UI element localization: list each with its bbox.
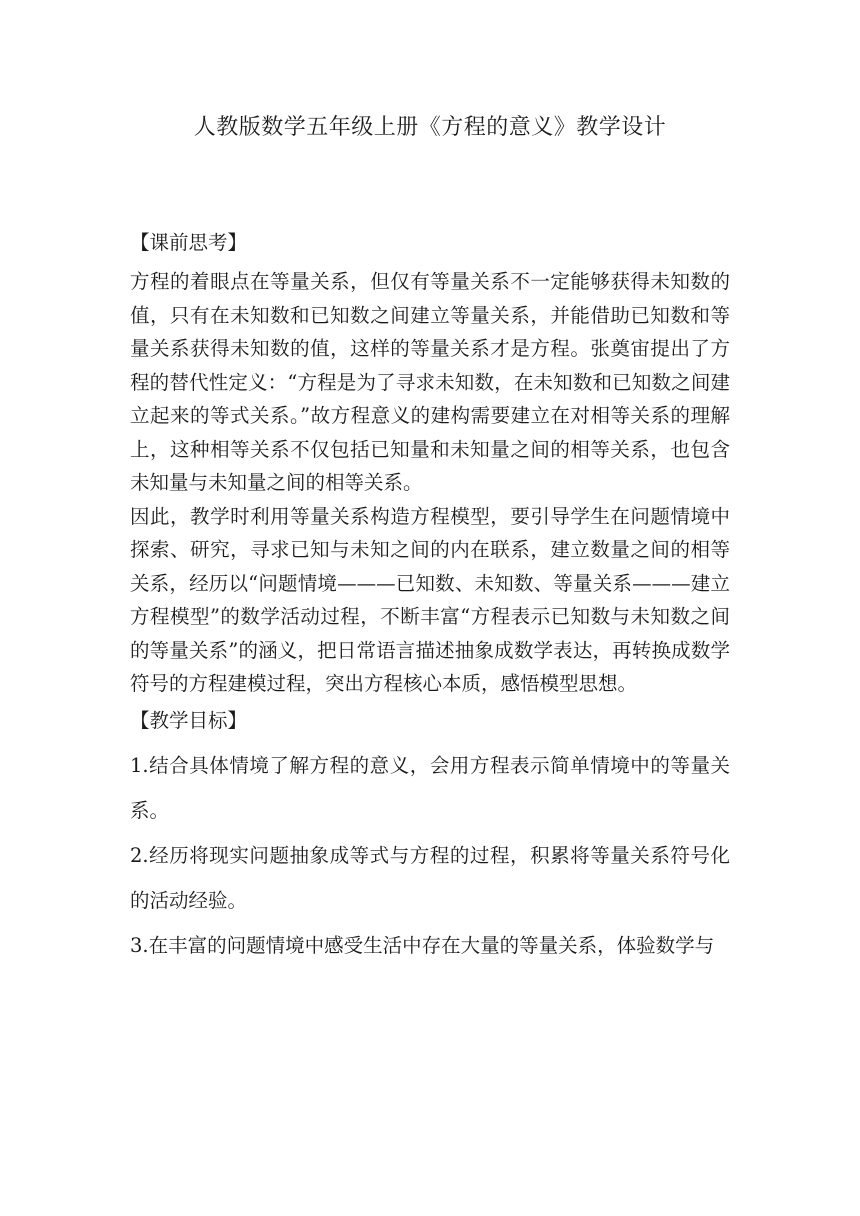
document-title: 人教版数学五年级上册《方程的意义》教学设计: [193, 115, 667, 140]
section-heading-pre-class-thinking: 【课前思考】: [130, 231, 248, 254]
document-body: [130, 225, 730, 968]
list-item: 3.在丰富的问题情境中感受生活中存在大量的等量关系，体验数学与: [130, 933, 715, 957]
list-item: 2.经历将现实问题抽象成等式与方程的过程，积累将等量关系符号化的活动经验。: [130, 843, 730, 912]
list-item: 1.结合具体情境了解方程的意义，会用方程表示简单情境中的等量关系。: [130, 753, 730, 822]
paragraph: 因此，教学时利用等量关系构造方程模型，要引导学生在问题情境中探索、研究，寻求已知与未知之间的内在联系，建立数量之间的相等关系，经历以“问题情境———已知数、未知数、等量关系———建立方程模型”的数学活动过程，不断丰富“方程表示已知数与未知数之间的等量关系”的涵义，把日常语言描述抽象成数学表达，再转换成数学符号的方程建模过程，突出方程核心本质，感悟模型思想。: [130, 504, 730, 695]
section-heading-teaching-objectives: 【教学目标】: [130, 708, 248, 732]
paragraph: 方程的着眼点在等量关系，但仅有等量关系不一定能够获得未知数的值，只有在未知数和已知数之间建立等量关系，并能借助已知数和等量关系获得未知数的值，这样的等量关系才是方程。张奠宙提出了方程的替代性定义：“方程是为了寻求未知数，在未知数和已知数之间建立起来的等式关系。”故方程意义的建构需要建立在对相等关系的理解上，这种相等关系不仅包括已知量和未知量之间的相等关系，也包含未知量与未知量之间的相等关系。: [130, 270, 730, 494]
